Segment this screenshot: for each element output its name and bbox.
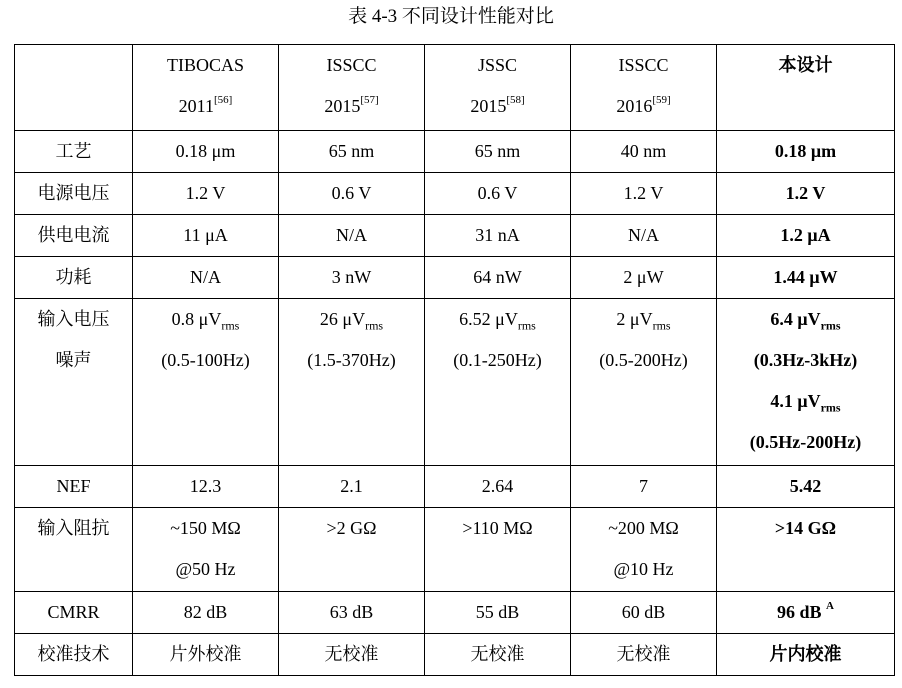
header-name: ISSCC xyxy=(618,55,669,75)
citation: [56] xyxy=(214,94,233,106)
table-cell: 63 dB xyxy=(279,592,425,634)
table-cell: 82 dB xyxy=(133,592,279,634)
this-work-cell: 1.44 μW xyxy=(717,257,895,299)
table-cell: 3 nW xyxy=(279,257,425,299)
table-cell: 无校准 xyxy=(571,634,717,676)
table-cell: 31 nA xyxy=(425,215,571,257)
table-cell: 6.52 $\mu V_{rms}$ (0.1-250Hz) xyxy=(425,299,571,466)
table-cell: 2 μW xyxy=(571,257,717,299)
this-work-cell: 6.4 $\mu V_{rms}$ (0.3Hz-3kHz) 4.1 $\mu V_{rms}$ (0.5Hz-200Hz) xyxy=(717,299,895,466)
table-cell: 65 nm xyxy=(425,131,571,173)
table-caption: 表 4-3 不同设计性能对比 xyxy=(348,6,554,27)
table-row xyxy=(15,257,895,299)
table-cell: 11 μA xyxy=(133,215,279,257)
table-cell: 2.1 xyxy=(279,466,425,508)
table-cell: 26 $\mu V_{rms}$ (1.5-370Hz) xyxy=(279,299,425,466)
this-work-cell: 5.42 xyxy=(717,466,895,508)
header-year: 2015[58] xyxy=(470,94,525,116)
row-label: 输入电压 噪声 xyxy=(15,299,133,466)
row-label: 输入阻抗 xyxy=(15,508,133,592)
header-cell xyxy=(425,45,571,131)
citation: [57] xyxy=(360,94,379,106)
table-cell: 40 nm xyxy=(571,131,717,173)
table-row xyxy=(15,634,895,676)
table-cell: N/A xyxy=(571,215,717,257)
table-row xyxy=(15,131,895,173)
row-label: NEF xyxy=(15,466,133,508)
table-row xyxy=(15,466,895,508)
table-cell: 65 nm xyxy=(279,131,425,173)
table-cell: 无校准 xyxy=(425,634,571,676)
table-row xyxy=(15,215,895,257)
this-work-cell: 片内校准 xyxy=(717,634,895,676)
this-work-cell: 1.2 μA xyxy=(717,215,895,257)
table-cell: 55 dB xyxy=(425,592,571,634)
row-label: 电源电压 xyxy=(15,173,133,215)
this-work-cell: 0.18 μm xyxy=(717,131,895,173)
header-year: 2016[59] xyxy=(616,94,671,116)
header-cell xyxy=(133,45,279,131)
table-cell: ~150 MΩ @50 Hz xyxy=(133,508,279,592)
table-cell: 2.64 xyxy=(425,466,571,508)
table-row xyxy=(15,592,895,634)
table-cell: 无校准 xyxy=(279,634,425,676)
comparison-table xyxy=(14,44,895,676)
this-work-cell: 96 dB $^A$ xyxy=(717,592,895,634)
table-cell: >2 GΩ xyxy=(279,508,425,592)
table-cell: 0.6 V xyxy=(279,173,425,215)
header-cell xyxy=(571,45,717,131)
table-row xyxy=(15,299,895,466)
table-cell: 64 nW xyxy=(425,257,571,299)
table-cell: >110 MΩ xyxy=(425,508,571,592)
header-row xyxy=(15,45,895,131)
table-cell: 1.2 V xyxy=(133,173,279,215)
row-label: CMRR xyxy=(15,592,133,634)
table-cell: 2 $\mu V_{rms}$ (0.5-200Hz) xyxy=(571,299,717,466)
row-label: 供电电流 xyxy=(15,215,133,257)
citation: [59] xyxy=(652,94,671,106)
header-name: ISSCC xyxy=(326,55,377,75)
table-row xyxy=(15,173,895,215)
citation: [58] xyxy=(506,94,525,106)
table-row xyxy=(15,508,895,592)
row-label: 工艺 xyxy=(15,131,133,173)
header-name: TIBOCAS xyxy=(166,55,244,75)
row-label: 校准技术 xyxy=(15,634,133,676)
table-cell: 0.18 μm xyxy=(133,131,279,173)
table-cell: 片外校准 xyxy=(133,634,279,676)
header-name: JSSC xyxy=(477,55,518,75)
this-work-cell: >14 GΩ xyxy=(717,508,895,592)
table-cell: 60 dB xyxy=(571,592,717,634)
table-cell: 0.6 V xyxy=(425,173,571,215)
header-year: 2015[57] xyxy=(324,94,379,116)
table-cell: 7 xyxy=(571,466,717,508)
header-cell xyxy=(279,45,425,131)
header-corner xyxy=(15,45,133,131)
header-year: 2011[56] xyxy=(178,94,233,116)
table-cell: 12.3 xyxy=(133,466,279,508)
table-cell: N/A xyxy=(133,257,279,299)
this-work-cell: 1.2 V xyxy=(717,173,895,215)
table-cell: 1.2 V xyxy=(571,173,717,215)
table-cell: N/A xyxy=(279,215,425,257)
row-label: 功耗 xyxy=(15,257,133,299)
table-cell: 0.8 $\mu V_{rms}$ (0.5-100Hz) xyxy=(133,299,279,466)
footnote-marker: A xyxy=(826,600,834,612)
header-this-work: 本设计 xyxy=(717,45,895,131)
table-cell: ~200 MΩ @10 Hz xyxy=(571,508,717,592)
